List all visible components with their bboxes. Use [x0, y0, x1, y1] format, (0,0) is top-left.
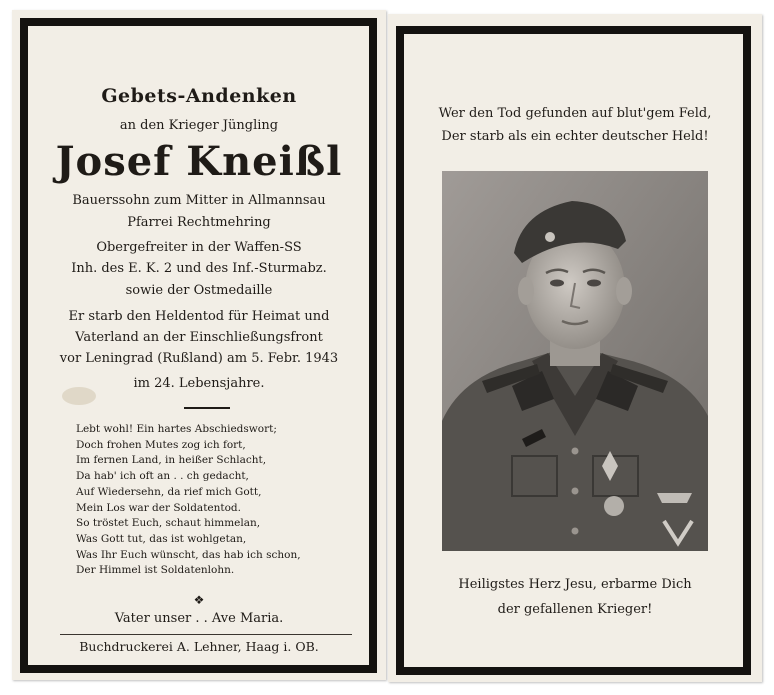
- ornament-icon: ❖: [193, 593, 205, 607]
- closing-prayer: Vater unser . . Ave Maria.: [114, 611, 284, 626]
- detail-line: Obergefreiter in der Waffen-SS: [96, 240, 302, 255]
- death-line: im 24. Lebensjahre.: [133, 376, 265, 391]
- death-line: Er starb den Heldentod für Heimat und: [68, 309, 330, 324]
- paper-stain: [62, 387, 96, 405]
- poem-line: Was Gott tut, das ist wohlgetan,: [76, 532, 247, 545]
- soldier-portrait-icon: [442, 171, 708, 551]
- detail-line: Pfarrei Rechtmehring: [127, 215, 271, 230]
- death-line: Vaterland an der Einschließungsfront: [75, 330, 323, 345]
- right-card-panel: [388, 14, 762, 682]
- poem: [76, 422, 336, 579]
- poem-line: Doch frohen Mutes zog ich fort,: [76, 438, 246, 451]
- poem-line: Lebt wohl! Ein hartes Abschiedswort;: [76, 423, 277, 435]
- poem-line: Mein Los war der Soldatentod.: [76, 501, 241, 514]
- detail-line: Bauerssohn zum Mitter in Allmannsau: [72, 193, 326, 208]
- detail-line: sowie der Ostmedaille: [125, 283, 273, 298]
- card-title: Gebets-Andenken: [101, 85, 297, 107]
- poem-line: Auf Wiedersehn, da rief mich Gott,: [76, 485, 262, 498]
- deceased-name: Josef Kneißl: [55, 138, 343, 185]
- motto-line: Der starb als ein echter deutscher Held!: [441, 129, 709, 144]
- poem-line: Der Himmel ist Soldatenlohn.: [76, 564, 235, 577]
- prayer-line: Heiligstes Herz Jesu, erbarme Dich: [458, 577, 692, 592]
- printer-rule: [60, 634, 352, 635]
- motto-line: Wer den Tod gefunden auf blut'gem Feld,: [438, 106, 712, 121]
- poem-line: Im fernen Land, in heißer Schlacht,: [76, 454, 267, 467]
- poem-line: Da hab' ich oft an . . ch gedacht,: [76, 470, 249, 483]
- printer-imprint: Buchdruckerei A. Lehner, Haag i. OB.: [79, 639, 319, 654]
- poem-line: So tröstet Euch, schaut himmelan,: [76, 517, 261, 530]
- card-subtitle: an den Krieger Jüngling: [119, 118, 279, 133]
- death-line: vor Leningrad (Rußland) am 5. Febr. 1943: [59, 351, 339, 366]
- soldier-portrait-photo: [442, 171, 708, 551]
- prayer-line: der gefallenen Krieger!: [497, 602, 653, 617]
- poem-line: Was Ihr Euch wünscht, das hab ich schon,: [76, 548, 301, 561]
- divider: [184, 407, 230, 409]
- detail-line: Inh. des E. K. 2 und des Inf.-Sturmabz.: [71, 261, 327, 276]
- left-card-panel: [12, 10, 386, 680]
